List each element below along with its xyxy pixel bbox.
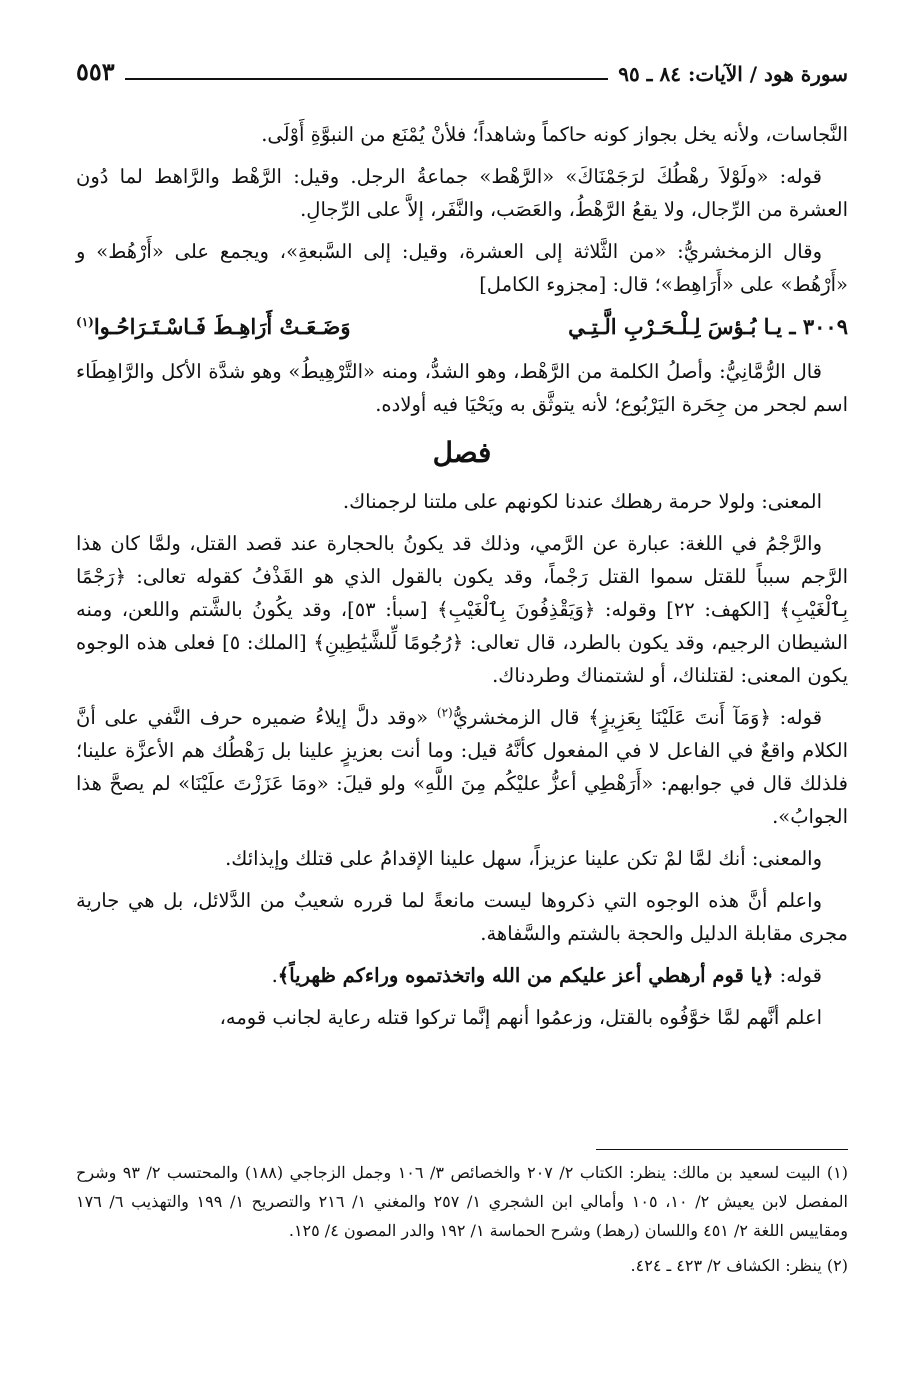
footnote-separator: [596, 1149, 848, 1150]
paragraph-6: والرَّجْمُ في اللغة: عبارة عن الرَّمي، وذلك قد يكونُ بالحجارة عند قصد القتل، ولمَّا كان هذا الرَّجم سبباً للقتل سموا القتل رَجْماً، وقد يكون بالقول الذي هو القَذْفُ كقوله تعالى: ﴿رَجْمًا بِٱلْغَيْبِ﴾ [الكهف: ٢٢] وقوله: ﴿وَيَقْذِفُونَ بِٱلْغَيْبِ﴾ [سبأ: ٥٣]، وقد يكُونُ بالشَّتم واللعن، ومنه الشيطان الرجيم، وقد يكون بالطرد، قال تعالى: ﴿رُجُومًا لِّلشَّيَٰطِينِ﴾ [الملك: ٥] فعلى هذه الوجوه يكون المعنى: لقتلناك، أو لشتمناك وطردناك.: [76, 532, 849, 687]
paragraph-10-end: .: [271, 964, 278, 987]
paragraph-1: النَّجاسات، ولأنه يخل بجواز كونه حاكماً وشاهداً؛ فلأنْ يُمْنَع من النبوَّةِ أَوْلَى.: [261, 123, 848, 146]
paragraph-5: المعنى: ولولا حرمة رهطك عندنا لكونهم على ملتنا لرجمناك.: [342, 490, 822, 513]
paragraph-3: وقال الزمخشريُّ: «من الثَّلاثة إلى العشرة، وقيل: إلى السَّبعةِ»، ويجمع على «أَرْهُط» و «أَرْهُط» على «أَرَاهِط»؛ قال: [مجزوء الكامل]: [76, 240, 848, 296]
page-header: [76, 52, 848, 86]
verse-second-half: [76, 310, 351, 343]
page-number: ٥٥٣: [76, 57, 115, 86]
footnote-2: (٢) ينظر: الكشاف ٢/ ٤٢٣ ـ ٤٢٤.: [630, 1256, 848, 1275]
quran-quote: ﴿يا قوم أرهطي أعز عليكم من الله واتخذتموه وراءكم ظهرياً﴾: [277, 964, 774, 987]
paragraph-8: والمعنى: أنك لمَّا لمْ تكن علينا عزيزاً، سهل علينا الإقدامُ على قتلك وإيذائك.: [225, 847, 822, 870]
paragraph-11: اعلم أنَّهم لمَّا خوَّفُوه بالقتل، وزعمُوا أنهم إنَّما تركوا قتله رعاية لجانب قومه،: [219, 1006, 822, 1029]
verse-number: ٣٠٠٩ ـ: [789, 314, 848, 339]
footnotes: [76, 1158, 848, 1286]
paragraph-9: واعلم أنَّ هذه الوجوه التي ذكروها ليست مانعةً لما قرره شعيبٌ من الدَّلائل، بل هي جارية مجرى مقابلة الدليل والحجة بالشتم والسَّفاهة.: [76, 889, 848, 945]
paragraph-10-lead: قوله:: [773, 964, 822, 987]
main-text: [76, 118, 848, 1043]
running-title: سورة هود / الآيات: ٨٤ ـ ٩٥: [618, 62, 848, 86]
section-heading: فصل: [432, 436, 492, 469]
verse-hemistich-1: يـا بُـؤسَ لِـلْـحَـرْبِ الَّـتِـي: [568, 314, 783, 339]
paragraph-7: [76, 701, 848, 833]
verse-first-half: [568, 310, 848, 343]
footnote-1: (١) البيت لسعيد بن مالك: ينظر: الكتاب ٢/ ٢٠٧ والخصائص ٣/ ١٠٦ وجمل الزجاجي (١٨٨) والمحتسب ٢/ ٩٣ وشرح المفصل لابن يعيش ٢/ ١٠، ١٠٥ وأمالي ابن الشجري ١/ ٢٥٧ والمغني ١/ ٢١٦ والتصريح ١/ ١٩٩ والتهذيب ٦/ ١٧٦ ومقاييس اللغة ٢/ ٤٥١ واللسان (رهط) وشرح الحماسة ١/ ١٩٢ والدر المصون ٤/ ١٢٥.: [76, 1163, 848, 1240]
poetry-verse: [76, 310, 848, 343]
paragraph-7-start: قوله: ﴿وَمَآ أَنتَ عَلَيْنَا بِعَزِيزٍ﴾ قال الزمخشريُّ: [452, 706, 823, 729]
paragraph-2: قوله: «ولَوْلاَ رهْطُكَ لرَجَمْنَاكَ» «الرَّهْط» جماعةُ الرجل. وقيل: الرَّهْط والرَّاهط لما دُون العشرة من الرِّجال، ولا يقعُ الرَّهْطُ، والعَصَب، والنَّفَر، إلاَّ على الرِّجالِ.: [76, 165, 848, 221]
paragraph-4: قال الرُّمَّانِيُّ: وأصلُ الكلمة من الرَّهْط، وهو الشدُّ، ومنه «التَّرْهِيطُ» وهو شدَّة الأكل والرَّاهِطَاء اسم لجحر من جِحَرة اليَرْبُوع؛ لأنه يتوثَّق به ويَحْيَا فيه أولاده.: [76, 360, 848, 416]
paragraph-7-rest: «وقد دلَّ إيلاءُ ضميره حرف النَّفي على أنَّ الكلام واقعٌ في الفاعل لا في المفعول كأنَّهُ قيل: وما أنت بعزيزٍ علينا بل رَهْطُك هم الأعزَّة علينا؛ فلذلك قال في جوابهم: «أَرَهْطِي أعزُّ عليْكُم مِنَ اللَّهِ» ولو قيلَ: «ومَا عَزَزْتَ علَيْنَا» لم يصحَّ هذا الجوابُ».: [76, 706, 848, 828]
paragraph-10: [76, 959, 848, 992]
footnote-ref-2[interactable]: (٢): [436, 705, 453, 720]
footnote-ref-1[interactable]: (١): [76, 315, 94, 329]
header-rule: [125, 78, 609, 80]
verse-hemistich-2: وَضَـعَـتْ أَرَاهِـطَ فَـاسْـتَـرَاحُـوا: [93, 314, 351, 339]
